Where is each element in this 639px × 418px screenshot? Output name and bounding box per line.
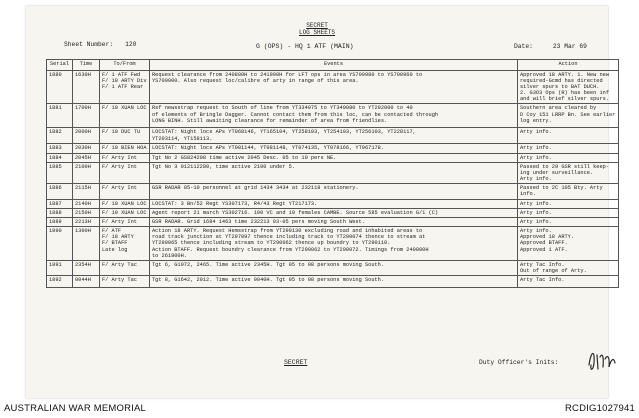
cell-tofrom: F/ ATF F/ 18 ARTY F/ BTAFF Late log [100,227,150,261]
cell-time: 1630H [73,71,100,104]
archive-id: RCDIG1027941 [565,403,635,414]
cell-action: Arty Tac Info. Out of range of Arty. [518,261,619,276]
cell-serial: 1883 [47,144,73,153]
log-table [46,59,619,288]
cell-tofrom: F/ 1 ATF Fwd F/ 18 ARTY Div F/ 1 ATF Rear [100,71,150,104]
cell-action: Passed to 29 GSR still keep- ing under surveillance. Arty info. [518,162,619,183]
cell-tofrom: F/ 10 XUAN LOC [100,104,150,128]
unit-heading: G (OPS) - HQ 1 ATF (MAIN) [256,43,354,50]
cell-action: Arty info. [518,128,619,144]
cell-events: Action 18 ARTY. Request Hemsstrap from YT290130 excluding road and inhabited areas to road track junction at YT297097 thence including track to YT290074 thence to stream at YT290065 thence including stream to YT290062 thence up boundry to YT290110. Action BTAFF. Request boundry clearance from YT290062 to YT290072. Timings from 240800H to 261800H. [150,227,518,261]
document-page [26,6,616,398]
cell-serial: 1891 [47,261,73,276]
cell-time: 2140H [73,199,100,208]
cell-events: LOCSTAT: Night locs APs YT068146, YT165104, YT258103, YT254103, YT256103, YT228117, YT203114, YT158113. [150,128,518,144]
cell-time: 2354H [73,261,100,276]
sheet-number: Sheet Number: 120 [64,41,137,48]
table-row [47,218,619,227]
signature-mark [585,345,619,375]
document-title: LOG SHEETS [298,29,335,36]
cell-action: Southern area cleared by D Coy 151 LRRP Bn. See earlier log entry. [518,104,619,128]
cell-tofrom: F/ 10 BIEN HOA [100,144,150,153]
cell-time: 2213H [73,218,100,227]
cell-events: Tgt No 2 GS824208 time active 2045 Desc. 05 to 10 pers NE. [150,153,518,162]
cell-serial: 1886 [47,183,73,199]
cell-serial: 1880 [47,71,73,104]
cell-serial: 1885 [47,162,73,183]
table-row [47,183,619,199]
cell-action: Passed to 2C 105 Bty. Arty info. [518,183,619,199]
cell-tofrom: F/ 10 XUAN LOC [100,199,150,208]
cell-tofrom: F/ Arty Int [100,162,150,183]
table-row [47,144,619,153]
cell-serial: 1881 [47,104,73,128]
cell-serial: 1884 [47,153,73,162]
date-value: 23 Mar 69 [552,43,587,50]
cell-tofrom: F/ 10 DUC TU [100,128,150,144]
cell-action: Arty info. [518,144,619,153]
cell-time: 2150H [73,209,100,218]
cell-tofrom: F/ Arty Int [100,153,150,162]
cell-time: 2115H [73,183,100,199]
cell-tofrom: F/ Arty Tac [100,276,150,288]
cell-time: 2045H [73,153,100,162]
table-row [47,261,619,276]
archive-caption: AUSTRALIAN WAR MEMORIAL [4,403,147,414]
cell-events: Tgt No 3 012112280, time active 2100 under 5. [150,162,518,183]
cell-events: LOCSTAT: 3 Bn/52 Regt YS307173, R4/43 Regt YT217173. [150,199,518,208]
cell-serial: 1889 [47,218,73,227]
cell-action: Arty Tac Info. [518,276,619,288]
col-serial: Serial [47,60,73,71]
cell-serial: 1890 [47,227,73,261]
col-action: Action [518,60,619,71]
col-tofrom: To/From [100,60,150,71]
table-row [47,128,619,144]
cell-serial: 1882 [47,128,73,144]
cell-serial: 1887 [47,199,73,208]
cell-action: Arty info. [518,199,619,208]
table-row [47,276,619,288]
date-field: Date: 23 Mar 69 [514,43,587,50]
cell-events: GSR RADAR. Grid 1684 1463 time 232213 03-05 pers moving South West. [150,218,518,227]
cell-events: Agent report 21 march YS302716. 100 VC and 10 females CAMBE. Source 585 evaluation G/1 (C) [150,209,518,218]
document-header [26,22,608,36]
cell-time: 2000H [73,128,100,144]
cell-time: 1300H [73,227,100,261]
cell-tofrom: F/ Arty Tac [100,261,150,276]
cell-action: Approved 18 ARTY. 1. New new required-Gcmd has directed silver spurs to BAT DUCH. 2. G3O3 Ops (R) has been inf and will brief silver spurs. [518,71,619,104]
cell-tofrom: F/ Arty Int [100,183,150,199]
cell-events: Rsf newsstrap request to South of line from YT334075 to YT340080 to YT292000 to 40 of elements of Bringle Dagger. Cannot contact them from this loc, can be contacted through LONG BINH. Still awaiting clearance for remainder of area from friendlies. [150,104,518,128]
table-header-row [47,60,619,71]
cell-action: Arty info. [518,218,619,227]
table-row [47,209,619,218]
cell-events: Tgt 8, G1642, 2012. Time active 0040H. Tgt 05 to 08 persons moving South. [150,276,518,288]
table-row [47,71,619,104]
cell-time: 2100H [73,162,100,183]
cell-tofrom: F/ Arty Int [100,218,150,227]
cell-events: LOCSTAT: Night locs APs YT081144, YT081148, YT074135, YT078166, YT067178. [150,144,518,153]
cell-action: Arty info. [518,209,619,218]
cell-time: 0044H [73,276,100,288]
cell-action: Arty info. Approved 18 ARTY. Approved BTAFF. Approved 1 ATF. [518,227,619,261]
table-row [47,104,619,128]
cell-time: 1700H [73,104,100,128]
sheet-number-value: 120 [125,41,137,48]
log-body [47,71,619,288]
cell-time: 2030H [73,144,100,153]
table-row [47,153,619,162]
col-time: Time [73,60,100,71]
cell-serial: 1888 [47,209,73,218]
cell-events: GSR RADAR 05-10 personnel at grid 1434 3434 at 232118 stationery. [150,183,518,199]
col-events: Events [150,60,518,71]
classification-bottom: SECRET [284,359,308,366]
table-row [47,199,619,208]
duty-officer-label: Duty Officer's Inits: [479,359,559,366]
cell-action: Arty info. [518,153,619,162]
table-row [47,162,619,183]
classification-top: SECRET [306,22,328,29]
cell-serial: 1892 [47,276,73,288]
table-row [47,227,619,261]
cell-events: Tgt 6, G1072, 2465. Time active 2345H. Tgt 05 to 08 persons moving South. [150,261,518,276]
cell-events: Request clearance from 240800H to 241900H for LFT ops in area YS700980 to YS700960 to YS700900. Also request loc/calibre of arty in range of this area. [150,71,518,104]
cell-tofrom: F/ 10 XUAN LOC [100,209,150,218]
